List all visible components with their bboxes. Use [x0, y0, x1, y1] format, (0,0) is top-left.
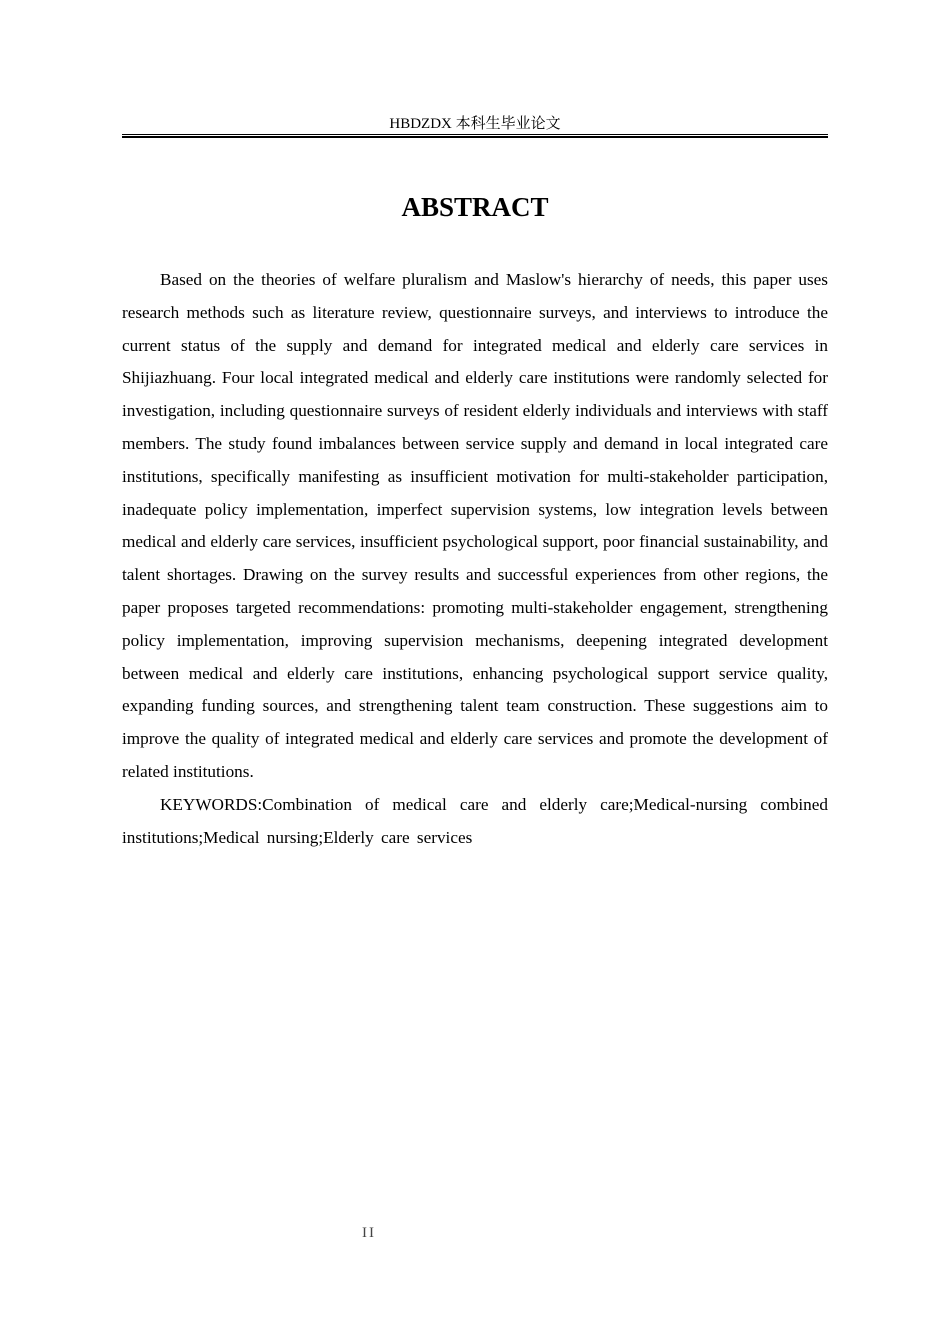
keywords-paragraph: KEYWORDS:Combination of medical care and elderly care;Medical-nursing combined institutions;Medical nursing;Elderly care services	[122, 794, 828, 847]
header-rule	[122, 134, 828, 138]
page-number: II	[362, 1225, 376, 1241]
abstract-paragraph: Based on the theories of welfare pluralism and Maslow's hierarchy of needs, this paper uses research methods such as literature review, questionnaire surveys, and interviews to introduce the current status of the supply and demand for integrated medical and elderly care services in Shijiazhuang. Four local integrated medical and elderly care institutions were randomly selected for investigation, including questionnaire surveys of resident elderly individuals and interviews with staff members. The study found imbalances between service supply and demand in local integrated care institutions, specifically manifesting as insufficient motivation for multi-stakeholder participation, inadequate policy implementation, imperfect supervision systems, low integration levels between medical and elderly care services, insufficient psychological support, poor financial sustainability, and talent shortages. Drawing on the survey results and successful experiences from other regions, the paper proposes targeted recommendations: promoting multi-stakeholder engagement, strengthening policy implementation, improving supervision mechanisms, deepening integrated development between medical and elderly care institutions, enhancing psychological support service quality, expanding funding sources, and strengthening talent team construction. These suggestions aim to improve the quality of integrated medical and elderly care services and promote the development of related institutions.	[122, 270, 828, 781]
running-header: HBDZDX 本科生毕业论文	[389, 116, 561, 132]
page-title: ABSTRACT	[401, 192, 549, 222]
abstract-body	[122, 264, 828, 854]
